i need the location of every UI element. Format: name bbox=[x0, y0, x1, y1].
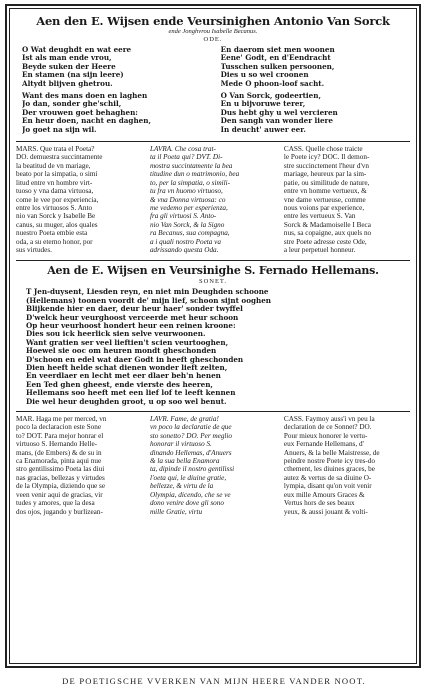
text-line: titudine dun o matrimonio, bea bbox=[149, 170, 240, 179]
commentary-italian bbox=[150, 415, 276, 516]
text-line: vne dame vertueuse, comme bbox=[283, 195, 366, 204]
text-line: O Van Sorck, godeertien, bbox=[220, 92, 321, 101]
text-line: Die wel heur deughden groot, u op soo wel benut. bbox=[26, 397, 227, 406]
text-line: mans, (de Embers) & de su in bbox=[16, 448, 102, 457]
text-line: Want gratien ser veel lieftien't scien veurtooghen, bbox=[26, 338, 229, 347]
text-line: CASS. Quelle chose traicte bbox=[283, 145, 363, 154]
text-line: En heur doen, nacht en daghen, bbox=[22, 117, 151, 126]
text-line: oda, a su eterno honor, por bbox=[16, 237, 93, 246]
text-line: Jo goet na sijn wil. bbox=[22, 125, 97, 134]
text-line: En stamen (na sijn leere) bbox=[22, 71, 124, 80]
sonnet-commentary bbox=[16, 415, 410, 516]
text-line: MAR. Haga me per merced, vn bbox=[16, 415, 107, 424]
text-line: Dies u so wel croonen bbox=[220, 71, 309, 80]
text-line: T Jen-duysent, Liesden reyn, en niet min Deughden schoone bbox=[26, 288, 269, 297]
text-line: Eene' Godt, en d'Eendracht bbox=[220, 54, 331, 63]
sonnet-body bbox=[16, 288, 410, 406]
text-line: dinando Hellemas, d'Anuers bbox=[149, 448, 232, 457]
text-line: Der vrouwen goet behaghen: bbox=[22, 108, 138, 117]
text-line: LAVR. Fame, de gratia! bbox=[149, 415, 219, 424]
text-line: peindre nostre Poete icy tres-do bbox=[283, 457, 375, 466]
text-line: In deucht' auwer eer. bbox=[220, 125, 306, 134]
text-line: stro gentilissimo Poeta las diui bbox=[16, 465, 105, 474]
text-line: (Hellemans) toonen voordt de' mijn lief, schoon sijnt ooghen bbox=[26, 296, 272, 305]
ode-left-column bbox=[22, 46, 205, 138]
text-line: Dies sou ick heerlick sien selve veurwoonen. bbox=[26, 330, 206, 339]
ode-subtitle: ende Jonghvrou Isabelle Becanus. bbox=[168, 28, 258, 35]
stanza-1-left bbox=[22, 46, 205, 88]
text-line: l'oeta qui, le diuine gratie, bbox=[149, 473, 227, 482]
text-line: & la sua bella Enamora bbox=[149, 457, 220, 466]
text-line: dono venire dove gli sono bbox=[149, 499, 224, 508]
divider bbox=[16, 411, 410, 412]
text-line: En daerom siet men woonen bbox=[220, 46, 335, 54]
text-line: Mede O phoon-loof sacht. bbox=[220, 79, 325, 88]
text-line: adrissando questa Oda. bbox=[149, 245, 219, 254]
text-line: En u bijvoruwe terer, bbox=[220, 100, 306, 109]
text-line: Den sangh van wonder liere bbox=[220, 117, 333, 126]
text-line: a leur perpetuel honneur. bbox=[283, 245, 356, 254]
text-line: cthement, les diuines graces, be bbox=[283, 465, 375, 474]
text-line: eux mille Amours Graces & bbox=[283, 490, 365, 499]
ode-commentary bbox=[16, 145, 410, 254]
text-line: ra Becanus, sua compagna, bbox=[149, 229, 230, 238]
text-line: lympia, disant qu'on voit venir bbox=[283, 482, 372, 491]
text-line: tu fra vn huomo virtuoso, bbox=[149, 187, 223, 196]
text-line: la beatitud de vn mariage, bbox=[16, 161, 91, 170]
text-line: virtuoso S. Hernando Helle- bbox=[16, 440, 98, 449]
stanza-1-right bbox=[221, 46, 404, 88]
text-line: poco la declaracion este Sone bbox=[16, 423, 102, 432]
text-line: Dien heeft helde schat dienen wonder lieft zelten, bbox=[26, 364, 228, 372]
text-line: entre los virtuosos S. Anto bbox=[16, 203, 93, 212]
text-line: CASS. Faymoy auss'i vn peu la bbox=[283, 415, 375, 424]
text-line: nio Van Sorck, & la Signo bbox=[149, 220, 225, 229]
text-line: patie, ou similitude de nature, bbox=[283, 178, 370, 187]
text-line: litud entre vn hombre virt- bbox=[16, 178, 93, 187]
text-line: come le vee por experiencia, bbox=[16, 195, 99, 204]
text-line: Ist als man ende vrou, bbox=[22, 54, 112, 63]
text-line: entre les vertueux S. Van bbox=[283, 212, 356, 221]
text-line: a i quali nostro Poeta va bbox=[149, 237, 221, 246]
text-line: yeux, & aussi jouant & volti- bbox=[283, 507, 368, 516]
text-line: Op heur veurhoost hondert heur een reinen kroone: bbox=[26, 321, 236, 330]
text-line: vn poco la declaratie de que bbox=[149, 423, 232, 432]
text-line: nio van Sorck y Isabelle Be bbox=[16, 212, 96, 221]
text-line: Pour mieux honorer le vertu- bbox=[283, 431, 368, 440]
ode-label: ODE. bbox=[203, 36, 223, 43]
text-line: de la Olympia, diziendo que se bbox=[16, 482, 106, 491]
text-line: LAVRA. Che cosa trat- bbox=[149, 145, 216, 154]
page-footer: DE POETIGSCHE VVERKEN VAN MIJN HEERE VANDER NOOT. bbox=[62, 676, 366, 686]
text-line: autez & vertus de sa diuine O- bbox=[283, 473, 372, 482]
text-line: le Poete icy? DOC. Il demon- bbox=[283, 153, 370, 162]
text-line: Tusschen sulken persoonen, bbox=[220, 62, 335, 71]
text-line: MARS. Que trata el Poeta? bbox=[16, 145, 95, 154]
text-line: stre Poete adresse ceste Ode, bbox=[283, 237, 367, 246]
text-line: eux Fernande Hellemans, d' bbox=[283, 440, 364, 449]
commentary-spanish bbox=[16, 415, 142, 516]
text-line: entre vn homme vertueux, & bbox=[283, 187, 367, 196]
text-line: mariage, heureux par la sim- bbox=[283, 170, 367, 179]
text-line: canus, su muger, alos quales bbox=[16, 220, 98, 229]
divider bbox=[16, 260, 410, 261]
stanza-2-left bbox=[22, 92, 205, 134]
text-line: sus virtudes. bbox=[16, 245, 52, 254]
sonnet-label: SONET. bbox=[198, 278, 228, 286]
text-line: O Wat deughdt en wat eere bbox=[22, 46, 132, 54]
text-line: Anuers, & la belle Maistresse, de bbox=[283, 448, 380, 457]
text-line: mille Gratie, virtu bbox=[149, 507, 203, 516]
text-line: tuoso y vna dama virtuosa, bbox=[16, 187, 94, 196]
text-line: nous voions par experience, bbox=[283, 203, 365, 212]
text-line: fra gli virtuosi S. Anto- bbox=[149, 212, 217, 221]
commentary-italian bbox=[150, 145, 276, 254]
page-border bbox=[5, 4, 421, 668]
text-line: beato por la simpatia, o simi bbox=[16, 170, 98, 179]
text-line: Vertus hors de ses beaux bbox=[283, 499, 355, 508]
commentary-french bbox=[284, 415, 410, 516]
text-line: veen venir aqui de gracias, vir bbox=[16, 490, 103, 499]
page-content bbox=[16, 14, 410, 660]
text-line: En veerdlaer en lecht met eer dlaer beh'n henen bbox=[26, 372, 221, 381]
commentary-spanish bbox=[16, 145, 142, 254]
sonnet-title: Aen de E. Wijsen en Veursinighe S. Fernado Hellemans. bbox=[47, 264, 379, 278]
text-line: bellezze, & virtu de la bbox=[149, 482, 214, 491]
text-line: Beyde suken der Heere bbox=[22, 62, 116, 71]
text-line: declaration de ce Sonnet? DO. bbox=[283, 423, 372, 432]
divider bbox=[16, 141, 410, 142]
text-line: mostra succintamente la bea bbox=[149, 161, 233, 170]
text-line: dos ojos, jugando y burlizean- bbox=[16, 507, 103, 516]
text-line: to? DOT. Para mejor honrar el bbox=[16, 431, 104, 440]
text-line: Hoewel sie ooc om heuren mondt gheschonden bbox=[26, 347, 217, 356]
text-line: Dus hebt ghy u wel vercieren bbox=[220, 108, 338, 117]
text-line: Jo dan, sonder ghe'schil, bbox=[22, 100, 122, 109]
text-line: nuestro Poeta embie esta bbox=[16, 229, 88, 238]
text-line: nus, sa copaigne, aux quels no bbox=[283, 229, 372, 238]
text-line: D'welck heur veurghoost verceerde met heur schoon bbox=[26, 313, 239, 322]
text-line: Want des mans doen en laghen bbox=[22, 92, 148, 101]
ode-title: Aen den E. Wijsen ende Veursinighen Antonio Van Sorck bbox=[36, 14, 390, 28]
ode-right-column bbox=[221, 46, 404, 138]
text-line: me vedemo per esperienza, bbox=[149, 203, 228, 212]
stanza-2-right bbox=[221, 92, 404, 134]
text-line: stre succinctement l'heur d'vn bbox=[283, 161, 369, 170]
text-line: Sorck & Madamoiselle I Beca bbox=[283, 220, 371, 229]
text-line: DO. demuestra succintamente bbox=[16, 153, 103, 162]
text-line: Hellemans soo heeft met een lief lof te leeft kennen bbox=[26, 389, 236, 398]
text-line: honorar il virtuoso S. bbox=[149, 440, 212, 449]
text-line: nas gracias, bellezas y virtudes bbox=[16, 473, 105, 482]
text-line: Een Ted ghen gheest, ende vierste des heeren, bbox=[26, 380, 213, 389]
text-line: Altydt blijven ghetrou. bbox=[22, 79, 113, 88]
text-line: ca Enamorada, pinta aqui nue bbox=[16, 457, 102, 466]
text-line: to, per la simpatia, o simili- bbox=[149, 178, 231, 187]
text-line: sto sonetto? DO. Per meglio bbox=[149, 431, 233, 440]
text-line: Olympia, dicendo, che se ve bbox=[149, 490, 231, 499]
text-line: ta, dipinde il nostro gentilissi bbox=[149, 465, 235, 474]
commentary-french bbox=[284, 145, 410, 254]
text-line: D'schoon en edel wat daer Godt in heeft gheschonden bbox=[26, 355, 244, 364]
ode-stanzas bbox=[16, 46, 410, 138]
text-line: Blijkende hier en daer, deur heur haer' sonder twyffel bbox=[26, 305, 243, 314]
text-line: ta il Poeta qui? DVT. Di- bbox=[149, 153, 223, 162]
text-line: & vna Donna virtuosa: co bbox=[149, 195, 226, 204]
text-line: tudes y amores, que la desa bbox=[16, 499, 95, 508]
